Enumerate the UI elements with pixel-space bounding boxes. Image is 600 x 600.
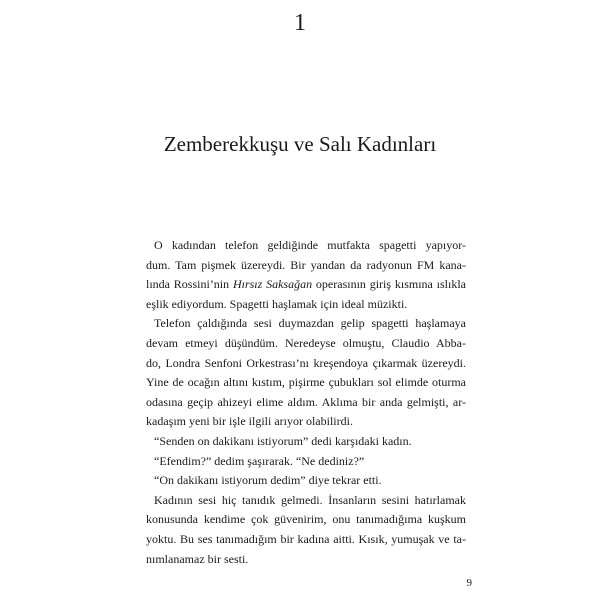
opera-title: Hırsız Saksağan bbox=[232, 277, 313, 292]
text-line: Yine de ocağın altını kıstım, pişirme çubukları sol elimde oturma bbox=[146, 375, 466, 390]
text-line: nımlanamaz bir sesti. bbox=[146, 551, 249, 566]
text-line: “Efendim?” dedim şaşırarak. “Ne dediniz?” bbox=[154, 453, 365, 468]
text-line: “Senden on dakikanı istiyorum” dedi karşıdaki kadın. bbox=[154, 433, 412, 448]
text-line: devam etmeyi düşündüm. Neredeyse olmuştu, Claudio Abba- bbox=[146, 335, 466, 350]
text-line: kadaşım yeni bir işle ilgili arıyor olabilirdi. bbox=[146, 414, 353, 429]
text-line: do, Londra Senfoni Orkestrası’nı kreşendoya çıkarmak üzereydi. bbox=[146, 355, 466, 370]
paragraph bbox=[138, 491, 466, 569]
paragraph bbox=[138, 471, 466, 491]
page-number: 9 bbox=[466, 577, 472, 589]
text-line: odasına geçip ahizeyi elime aldım. Aklıma bir anda gelmişti, ar- bbox=[146, 394, 466, 409]
chapter-number: 1 bbox=[294, 10, 306, 36]
paragraph bbox=[138, 452, 466, 472]
paragraph bbox=[138, 236, 466, 314]
text-line: eşlik ediyordum. Spagetti haşlamak için ideal müzikti. bbox=[146, 296, 408, 311]
text-line: Telefon çaldığında sesi duymazdan gelip spagetti haşlamaya bbox=[154, 316, 466, 331]
paragraph bbox=[138, 432, 466, 452]
text-line: Kadının sesi hiç tanıdık gelmedi. İnsanların sesini hatırlamak bbox=[154, 492, 466, 507]
text-line: O kadından telefon geldiğinde mutfakta spagetti yapıyor- bbox=[154, 238, 466, 252]
text-span: lında Rossini’nin bbox=[146, 277, 233, 292]
text-line: yoktu. Bu ses tanımadığım bir kadına aitti. Kısık, yumuşak ve ta- bbox=[146, 531, 466, 546]
text-span: operasının giriş kısmına ıslıkla bbox=[312, 277, 466, 292]
chapter-title: Zemberekkuşu ve Salı Kadınları bbox=[163, 132, 437, 156]
text-line: “On dakikanı istiyorum dedim” diye tekrar etti. bbox=[154, 473, 382, 488]
paragraph bbox=[138, 314, 466, 432]
text-line: konusunda kendime çok güvenirim, onu tanımadığıma kuşkum bbox=[146, 512, 466, 527]
chapter-body bbox=[138, 236, 466, 569]
text-line bbox=[138, 275, 466, 295]
text-line: dum. Tam pişmek üzereydi. Bir yandan da radyonun FM kana- bbox=[146, 257, 466, 272]
